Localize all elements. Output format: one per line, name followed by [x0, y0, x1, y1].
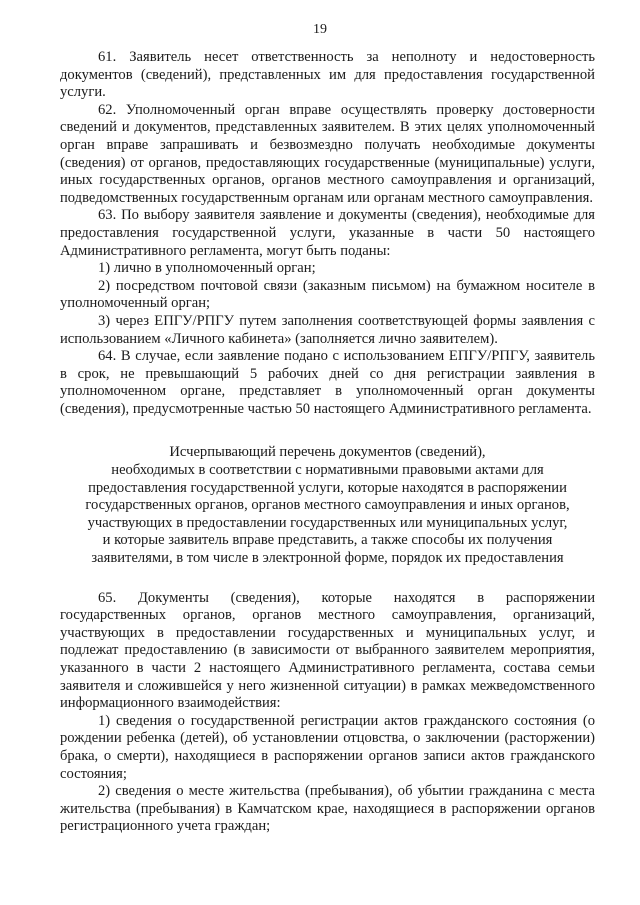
heading-line: участвующих в предоставлении государственных или муниципальных услуг, — [87, 514, 568, 531]
paragraph-63-item-1: 1) лично в уполномоченный орган; — [98, 260, 316, 277]
heading-line: заявителями, в том числе в электронной форме, порядок их предоставления — [91, 550, 564, 567]
heading-line: Исчерпывающий перечень документов (сведений), — [169, 444, 486, 461]
paragraph-65: 65. Документы (сведения), которые находятся в распоряжении государственных органов, органов местного самоуправления, организаций, участвующих в предоставлении государственных и муниципальных услуг, и подлежат предоставлению (в зависимости от выбранного заявителем мероприятия, указанного в части 2 настоящего Административного регламента, состава семьи заявителя и сложившейся у него жизненной ситуации) в рамках межведомственного информационного взаимодействия: — [60, 589, 595, 712]
paragraph-61: 61. Заявитель несет ответственность за неполноту и недостоверность документов (сведений), представленных им для предоставления государственной услуги. — [60, 49, 595, 101]
heading-line: и которые заявитель вправе представить, а также способы их получения — [102, 532, 553, 549]
heading-line: необходимых в соответствии с нормативными правовыми актами для — [111, 462, 544, 479]
heading-line: предоставления государственной услуги, которые находятся в распоряжении — [88, 479, 567, 496]
heading-line: государственных органов, органов местного самоуправления и иных органов, — [85, 497, 570, 514]
paragraph-64: 64. В случае, если заявление подано с использованием ЕПГУ/РПГУ, заявитель в срок, не превышающий 5 рабочих дней со дня регистрации заявления в уполномоченном органе, представляет в уполномоченный орган документы (сведения), предусмотренные частью 50 настоящего Административного регламента. — [60, 348, 595, 417]
paragraph-63-item-2: 2) посредством почтовой связи (заказным письмом) на бумажном носителе в уполномоченный орган; — [60, 277, 595, 312]
paragraph-63: 63. По выбору заявителя заявление и документы (сведения), необходимые для предоставления государственной услуги, указанные в части 50 настоящего Административного регламента, могут быть поданы: — [60, 207, 595, 259]
paragraph-65-item-1: 1) сведения о государственной регистрации актов гражданского состояния (о рождении ребенка (детей), об установлении отцовства, о заключении (расторжении) брака, о смерти), находящиеся в распоряжении органов записи актов гражданского состояния; — [60, 712, 595, 782]
paragraph-65-item-2: 2) сведения о месте жительства (пребывания), об убытии гражданина с места жительства (пребывания) в Камчатском крае, находящиеся в распоряжении органов регистрационного учета граждан; — [60, 783, 595, 835]
section-heading — [60, 444, 595, 567]
page-number: 19 — [313, 22, 327, 37]
paragraph-63-item-3: 3) через ЕПГУ/РПГУ путем заполнения соответствующей формы заявления с использованием «Личного кабинета» (заполняется лично заявителем). — [60, 312, 595, 347]
paragraph-62: 62. Уполномоченный орган вправе осуществлять проверку достоверности сведений и документов, представленных заявителем. В этих целях уполномоченный орган вправе запрашивать и безвозмездно получать необходимые документы (сведения) от органов, предоставляющих государственные (муниципальные) услуги, иных государственных органов, органов местного самоуправления и организаций, подведомственных государственным органам или органам местного самоуправления. — [60, 101, 595, 206]
document-body — [60, 49, 595, 836]
